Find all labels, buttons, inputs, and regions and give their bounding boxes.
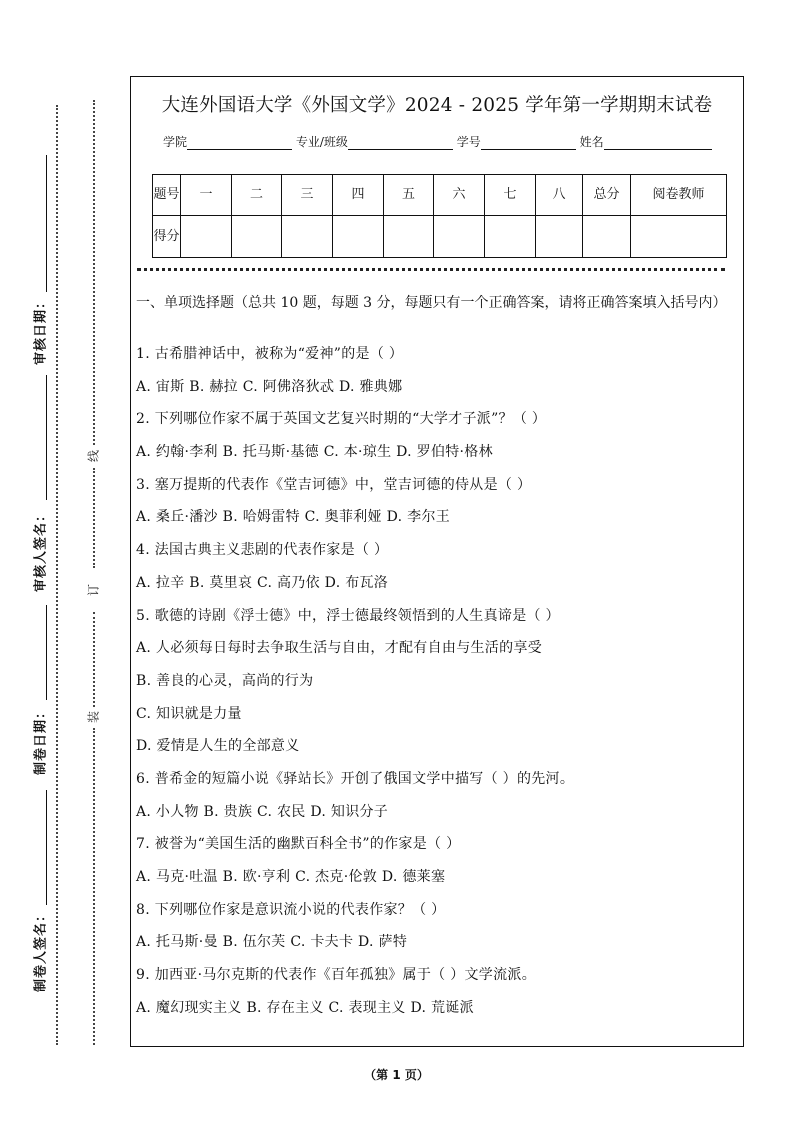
score-cell[interactable] xyxy=(536,216,583,258)
list-item: B. 善良的心灵，高尚的行为 xyxy=(136,672,314,689)
dotted-separator xyxy=(137,268,725,271)
score-cell[interactable] xyxy=(232,216,282,258)
field-name-label: 姓名 xyxy=(579,135,604,149)
college-input[interactable] xyxy=(187,136,292,150)
list-item: A. 宙斯 B. 赫拉 C. 阿佛洛狄忒 D. 雅典娜 xyxy=(136,378,403,395)
score-table xyxy=(152,174,727,258)
list-item: A. 约翰·李利 B. 托马斯·基德 C. 本·琼生 D. 罗伯特·格林 xyxy=(136,444,493,461)
list-item: 8. 下列哪位作家是意识流小说的代表作家？（ ） xyxy=(136,901,446,918)
list-item: A. 小人物 B. 贵族 C. 农民 D. 知识分子 xyxy=(136,803,389,820)
list-item: A. 拉辛 B. 莫里哀 C. 高乃依 D. 布瓦洛 xyxy=(136,574,389,591)
score-cell[interactable] xyxy=(485,216,536,258)
score-header-cell: 总分 xyxy=(583,175,631,216)
list-item: 5. 歌德的诗剧《浮士德》中，浮士德最终领悟到的人生真谛是（ ） xyxy=(136,607,560,624)
prepare-date-line xyxy=(46,605,47,700)
score-cell[interactable] xyxy=(631,216,727,258)
list-item: 2. 下列哪位作家不属于英国文艺复兴时期的“大学才子派”？（ ） xyxy=(136,411,547,428)
score-cell[interactable] xyxy=(583,216,631,258)
list-item: 7. 被誉为“美国生活的幽默百科全书”的作家是（ ） xyxy=(136,836,461,853)
bind-char-bind: 装 xyxy=(86,710,101,724)
reviewer-sign-line xyxy=(46,375,47,500)
student-id-input[interactable] xyxy=(481,136,576,150)
bind-dotted-line-3 xyxy=(93,612,95,707)
list-item: C. 知识就是力量 xyxy=(136,705,242,722)
list-item: 3. 塞万提斯的代表作《堂吉诃德》中，堂吉诃德的侍从是（ ） xyxy=(136,476,532,493)
field-id-label: 学号 xyxy=(456,135,481,149)
list-item: A. 魔幻现实主义 B. 存在主义 C. 表现主义 D. 荒诞派 xyxy=(136,999,474,1016)
student-info-row xyxy=(163,133,712,150)
score-header-cell: 四 xyxy=(333,175,384,216)
score-header-cell: 一 xyxy=(181,175,232,216)
score-header-cell: 八 xyxy=(536,175,583,216)
score-header-cell: 五 xyxy=(384,175,434,216)
preparer-sign-label: 制卷人签名： xyxy=(33,907,49,993)
bind-char-line: 线 xyxy=(86,449,101,463)
score-header-cell: 题号 xyxy=(153,175,181,216)
list-item: 6. 普希金的短篇小说《驿站长》开创了俄国文学中描写（ ）的先河。 xyxy=(136,770,575,787)
score-cell[interactable] xyxy=(434,216,485,258)
score-cell[interactable] xyxy=(384,216,434,258)
score-header-cell: 阅卷教师 xyxy=(631,175,727,216)
review-date-label: 审核日期： xyxy=(33,294,49,366)
question-list xyxy=(136,343,736,1029)
bind-dotted-line-2 xyxy=(93,468,95,568)
review-date-line xyxy=(46,155,47,292)
name-input[interactable] xyxy=(604,136,712,150)
reviewer-sign-label: 审核人签名： xyxy=(33,507,49,593)
score-row-label: 得分 xyxy=(153,216,181,258)
bind-char-staple: 订 xyxy=(86,583,101,597)
bind-dotted-line-1 xyxy=(93,100,95,445)
section-heading: 一、单项选择题（总共 10 题，每题 3 分，每题只有一个正确答案，请将正确答案填入括号内） xyxy=(136,295,727,311)
score-header-cell: 二 xyxy=(232,175,282,216)
list-item: D. 爱情是人生的全部意义 xyxy=(136,738,300,755)
list-item: 1. 古希腊神话中，被称为“爱神”的是（ ） xyxy=(136,346,404,362)
score-cell[interactable] xyxy=(333,216,384,258)
cut-dotted-line xyxy=(56,105,58,1045)
list-item: A. 桑丘·潘沙 B. 哈姆雷特 C. 奥菲利娅 D. 李尔王 xyxy=(136,509,451,526)
score-header-cell: 三 xyxy=(282,175,333,216)
bind-dotted-line-4 xyxy=(93,728,95,1045)
list-item: A. 托马斯·曼 B. 伍尔芙 C. 卡夫卡 D. 萨特 xyxy=(136,934,408,951)
exam-title: 大连外国语大学《外国文学》2024 - 2025 学年第一学期期末试卷 xyxy=(161,95,713,116)
list-item: 9. 加西亚·马尔克斯的代表作《百年孤独》属于（ ）文学流派。 xyxy=(136,967,537,984)
binding-margin xyxy=(0,0,120,1122)
preparer-sign-line xyxy=(46,790,47,905)
major-class-input[interactable] xyxy=(348,136,453,150)
exam-frame xyxy=(130,76,744,1047)
field-college-label: 学院 xyxy=(163,135,188,149)
score-cell[interactable] xyxy=(282,216,333,258)
score-header-cell: 六 xyxy=(434,175,485,216)
prepare-date-label: 制卷日期： xyxy=(33,704,49,776)
score-cell[interactable] xyxy=(181,216,232,258)
list-item: A. 马克·吐温 B. 欧·亨利 C. 杰克·伦敦 D. 德莱塞 xyxy=(136,869,446,885)
list-item: 4. 法国古典主义悲剧的代表作家是（ ） xyxy=(136,542,389,559)
list-item: A. 人必须每日每时去争取生活与自由，才配有自由与生活的享受 xyxy=(136,640,543,657)
field-major-label: 专业/班级 xyxy=(295,135,348,149)
page-number: （第 1 页） xyxy=(364,1068,429,1082)
score-header-cell: 七 xyxy=(485,175,536,216)
